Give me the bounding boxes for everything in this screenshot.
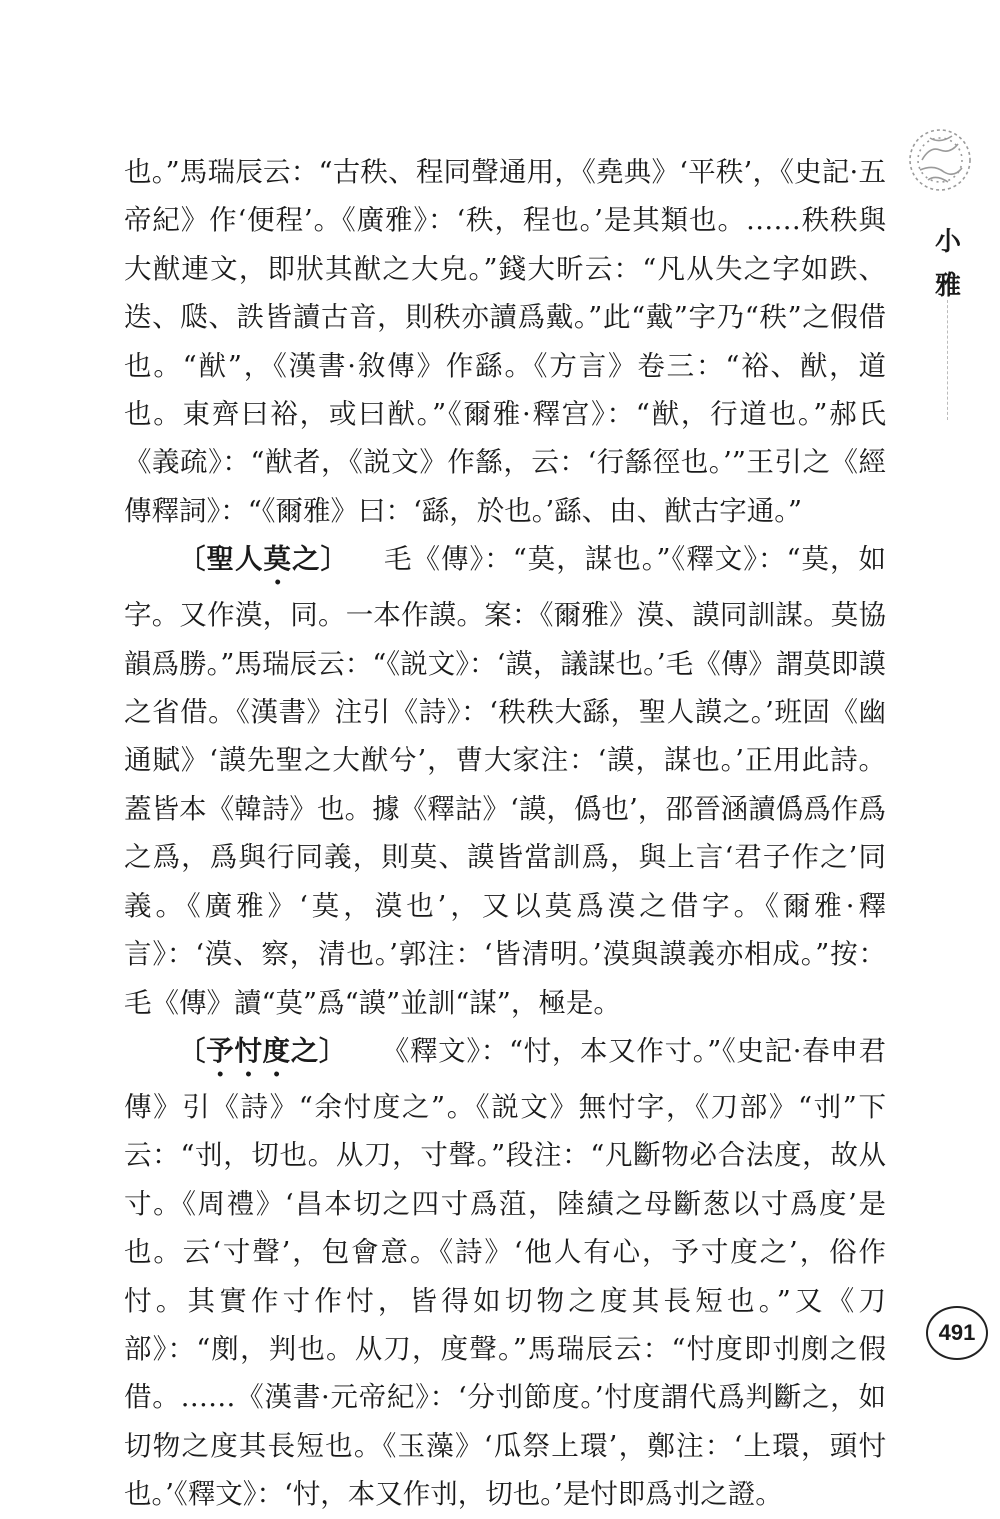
paragraph-entry-sheng-ren-mo-zhi (124, 535, 886, 1027)
lemma-text-part: 之 (290, 1034, 319, 1067)
lemma-text-part: 之 (292, 543, 321, 576)
lemma-bracket-close: 〕 (320, 543, 349, 576)
main-text (124, 148, 886, 1519)
commentary-text: 《釋文》：“忖，本又作寸。”《史記·春申君傳》引《詩》“余忖度之”。《説文》無忖字，《刀部》“刌”下云：“刌，切也。从刀，寸聲。”段注：“凡斷物必合法度，故从寸。《周禮》‘昌本切之四寸爲菹，陸績之母斷葱以寸爲度’是也。云‘寸聲’，包會意。《詩》‘他人有心，予寸度之’，俗作忖。其實作寸作忖，皆得如切物之度其長短也。”又《刀部》：“剫，判也。从刀，度聲。”馬瑞辰云：“忖度即刌剫之假借。……《漢書·元帝紀》：‘分刌節度。’忖度謂代爲判斷之，如切物之度其長短也。《玉藻》‘瓜祭上環’，鄭注：‘上環，頭忖也。’《釋文》：‘忖，本又作刌，切也。’是忖即爲刌之證。 (124, 1034, 887, 1511)
decorative-seal-ornament (900, 120, 980, 200)
lemma-heading (178, 1035, 347, 1067)
lemma-emphasized-char: 莫 (263, 543, 292, 576)
running-head-section-title: 小雅 (934, 227, 961, 301)
lemma-bracket-open: 〔 (178, 543, 207, 576)
lemma-bracket-close: 〕 (318, 1034, 348, 1067)
paragraph-entry-yu-cun-du-zhi (124, 1027, 886, 1519)
running-head-rule (947, 300, 948, 420)
commentary-text: 毛《傳》：“莫，謀也。”《釋文》：“莫，如字。又作漠，同。一本作謨。案：《爾雅》漠、謨同訓謀。莫協韻爲勝。”馬瑞辰云：“《説文》：‘謨，議謀也。’毛《傳》謂莫即謨之省借。《漢書》注引《詩》：‘秩秩大繇，聖人謨之。’班固《幽通賦》‘謨先聖之大猷兮’，曹大家注：‘謨，謀也。’正用此詩。蓋皆本《韓詩》也。據《釋詁》‘謨，僞也’，邵晉涵讀僞爲作爲之爲，爲與行同義，則莫、謨皆當訓爲，與上言‘君子作之’同義。《廣雅》‘莫，漠也’，又以莫爲漠之借字。《爾雅·釋言》：‘漠、察，清也。’郭注：‘皆清明。’漠與謨義亦相成。”按：毛《傳》讀“莫”爲“謨”並訓“謀”，極是。 (124, 543, 887, 1019)
lemma-text-part: 聖人 (206, 543, 264, 576)
lemma-bracket-open: 〔 (178, 1034, 207, 1067)
lemma-heading (178, 543, 349, 575)
page-number: 491 (926, 1306, 988, 1360)
paragraph-continued: 也。”馬瑞辰云：“古秩、程同聲通用，《堯典》‘平秩’，《史記·五帝紀》作‘便程’。《廣雅》：‘秩，程也。’是其類也。……秩秩與大猷連文，即狀其猷之大皃。”錢大昕云：“凡从失之字如跌、迭、瓞、詄皆讀古音，則秩亦讀爲戴。”此“戴”字乃“秩”之假借也。“猷”，《漢書·敘傳》作繇。《方言》卷三：“裕、猷，道也。東齊曰裕，或曰猷。”《爾雅·釋宫》：“猷，行道也。”郝氏《義疏》：“猷者，《説文》作䌛，云：‘行䌛徑也。’”王引之《經傳釋詞》：“《爾雅》曰：‘繇，於也。’繇、由、猷古字通。” (124, 156, 886, 527)
lemma-emphasized-chars: 予忖度 (206, 1034, 291, 1067)
